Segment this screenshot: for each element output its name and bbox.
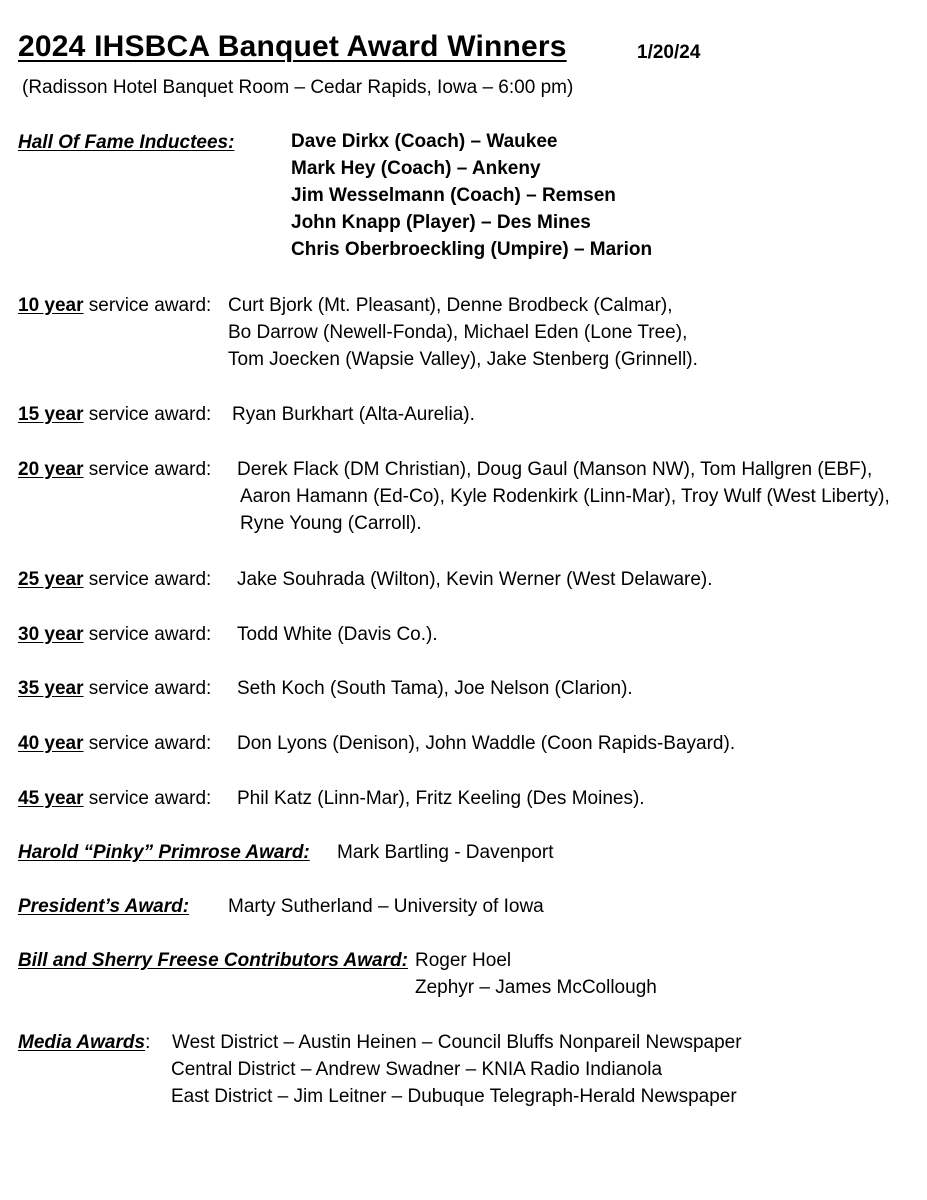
hall-of-fame-heading: Hall Of Fame Inductees:	[18, 132, 235, 153]
freese-award-heading: Bill and Sherry Freese Contributors Award:	[18, 950, 408, 971]
media-award-recipient: West District – Austin Heinen – Council Bluffs Nonpareil Newspaper	[172, 1032, 742, 1053]
primrose-award-recipient: Mark Bartling - Davenport	[337, 842, 554, 863]
service-award-recipients: Aaron Hamann (Ed-Co), Kyle Rodenkirk (Linn-Mar), Troy Wulf (West Liberty),	[240, 486, 890, 507]
service-award-label-45	[18, 785, 211, 812]
service-award-recipients: Bo Darrow (Newell-Fonda), Michael Eden (Lone Tree),	[228, 322, 688, 343]
hall-of-fame-label	[18, 129, 234, 156]
media-award-recipient: Central District – Andrew Swadner – KNIA Radio Indianola	[171, 1059, 663, 1080]
document-title: 2024 IHSBCA Banquet Award Winners	[18, 30, 567, 63]
service-award-suffix: service award:	[83, 459, 212, 480]
presidents-award-heading: President’s Award:	[18, 896, 190, 917]
hof-inductee: John Knapp (Player) – Des Mines	[291, 212, 591, 233]
service-award-recipients: Tom Joecken (Wapsie Valley), Jake Stenberg (Grinnell).	[228, 349, 698, 370]
service-award-suffix: service award:	[83, 678, 212, 699]
service-award-label-40	[18, 730, 211, 757]
service-award-suffix: service award:	[83, 569, 212, 590]
hof-inductee: Mark Hey (Coach) – Ankeny	[291, 158, 541, 179]
service-award-suffix: service award:	[83, 295, 212, 316]
service-award-recipients: Jake Souhrada (Wilton), Kevin Werner (West Delaware).	[237, 569, 713, 590]
service-award-recipients: Todd White (Davis Co.).	[237, 624, 438, 645]
media-awards-heading: Media Awards	[18, 1032, 146, 1053]
service-award-recipients: Curt Bjork (Mt. Pleasant), Denne Brodbeck (Calmar),	[228, 295, 673, 316]
hof-inductee: Chris Oberbroeckling (Umpire) – Marion	[291, 239, 653, 260]
hof-inductee: Jim Wesselmann (Coach) – Remsen	[291, 185, 616, 206]
presidents-award-recipient: Marty Sutherland – University of Iowa	[228, 896, 544, 917]
service-award-label-15	[18, 401, 211, 428]
freese-award-recipient: Zephyr – James McCollough	[415, 977, 657, 998]
media-award-recipient: East District – Jim Leitner – Dubuque Telegraph-Herald Newspaper	[171, 1086, 737, 1107]
service-years: 40 year	[18, 733, 84, 754]
service-award-suffix: service award:	[83, 404, 212, 425]
service-award-label-25	[18, 566, 211, 593]
document-date: 1/20/24	[637, 42, 701, 63]
service-years: 30 year	[18, 624, 84, 645]
service-years: 25 year	[18, 569, 84, 590]
service-years: 15 year	[18, 404, 84, 425]
service-years: 45 year	[18, 788, 84, 809]
service-award-recipients: Phil Katz (Linn-Mar), Fritz Keeling (Des Moines).	[237, 788, 645, 809]
event-location-subtitle: (Radisson Hotel Banquet Room – Cedar Rapids, Iowa – 6:00 pm)	[22, 77, 574, 98]
service-years: 10 year	[18, 295, 84, 316]
service-years: 20 year	[18, 459, 84, 480]
service-award-suffix: service award:	[83, 624, 212, 645]
service-award-recipients: Derek Flack (DM Christian), Doug Gaul (Manson NW), Tom Hallgren (EBF),	[237, 459, 873, 480]
freese-award-recipient: Roger Hoel	[415, 950, 512, 971]
service-award-label-35	[18, 675, 211, 702]
service-award-suffix: service award:	[83, 788, 212, 809]
presidents-award-label	[18, 893, 189, 920]
service-award-recipients: Ryan Burkhart (Alta-Aurelia).	[232, 404, 475, 425]
media-awards-label	[18, 1029, 150, 1056]
service-award-label-10	[18, 292, 211, 319]
service-award-label-20	[18, 456, 211, 483]
primrose-award-heading: Harold “Pinky” Primrose Award:	[18, 842, 310, 863]
service-years: 35 year	[18, 678, 84, 699]
service-award-recipients: Ryne Young (Carroll).	[240, 513, 422, 534]
hof-inductee: Dave Dirkx (Coach) – Waukee	[291, 131, 558, 152]
primrose-award-label	[18, 839, 310, 866]
service-award-label-30	[18, 621, 211, 648]
service-award-suffix: service award:	[83, 733, 212, 754]
freese-award-label	[18, 947, 408, 974]
service-award-recipients: Seth Koch (South Tama), Joe Nelson (Clarion).	[237, 678, 633, 699]
media-awards-colon: :	[145, 1032, 151, 1053]
service-award-recipients: Don Lyons (Denison), John Waddle (Coon Rapids-Bayard).	[237, 733, 736, 754]
